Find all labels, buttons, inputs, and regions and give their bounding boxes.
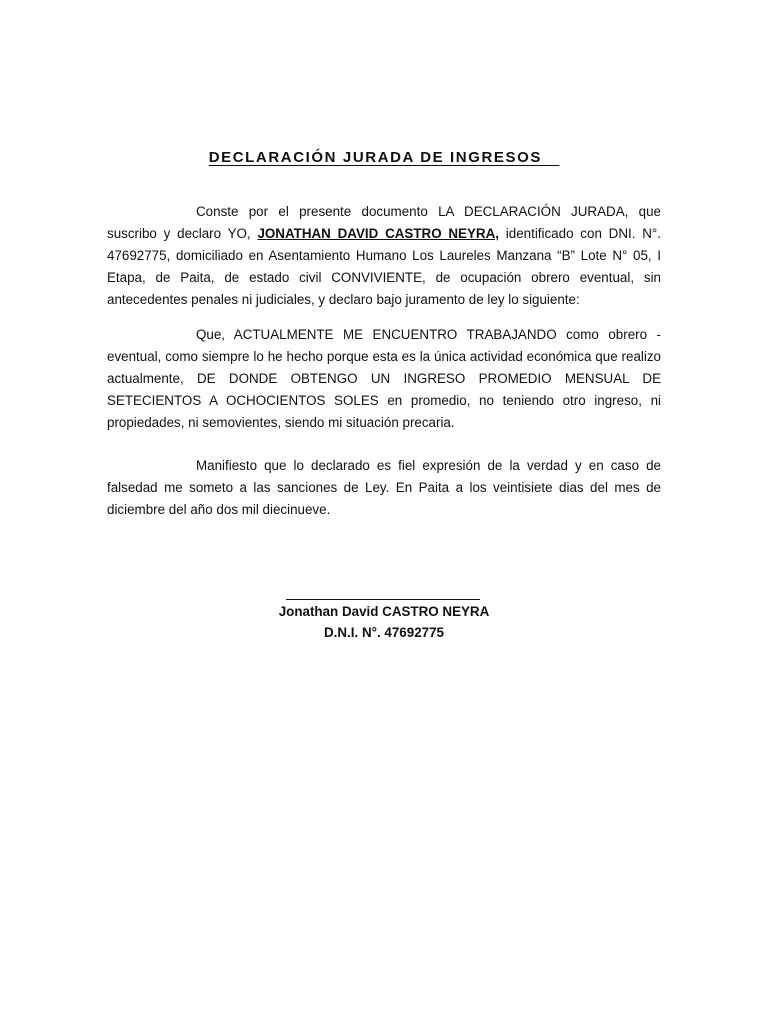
paragraph-income-text: Que, ACTUALMENTE ME ENCUENTRO TRABAJANDO como obrero - eventual, como siempre lo he hecho porque esta es la única actividad económica que realizo actualmente, DE DONDE OBTENGO UN INGRESO PROMEDIO MENSUAL DE SETECIENTOS A OCHOCIENTOS SOLES en promedio, no teniendo otro ingreso, ni propiedades, ni semovientes, siendo mi situación precaria. (107, 327, 661, 430)
paragraph-declaration-details: identificado con DNI. N°. 47692775, domiciliado en Asentamiento Humano Los Laureles Manzana “B” Lote N° 05, I Etapa, de Paita, de estado civil CONVIVIENTE, de ocupación obrero eventual, sin antecedentes penales ni judiciales, y declaro bajo juramento de ley lo siguiente: (107, 226, 661, 307)
paragraph-income (107, 324, 661, 434)
document-title-text: DECLARACIÓN JURADA DE INGRESOS (208, 149, 560, 166)
paragraph-declaration-intro: Conste por el presente documento LA DECLARACIÓN JURADA, que suscribo y declaro YO, (107, 204, 661, 241)
paragraph-declaration (107, 201, 661, 311)
declarant-name: JONATHAN DAVID CASTRO NEYRA, (257, 226, 499, 241)
paragraph-closing-text: Manifiesto que lo declarado es fiel expresión de la verdad y en caso de falsedad me someto a las sanciones de Ley. En Paita a los veintisiete dias del mes de diciembre del año dos mil diecinueve. (107, 458, 661, 517)
signature-name: Jonathan David CASTRO NEYRA (278, 604, 490, 619)
signature-dni: D.N.I. N°. 47692775 (324, 625, 444, 640)
signature-line (286, 599, 480, 600)
document-title (0, 149, 768, 166)
paragraph-closing (107, 455, 661, 521)
signature-block (0, 601, 768, 643)
